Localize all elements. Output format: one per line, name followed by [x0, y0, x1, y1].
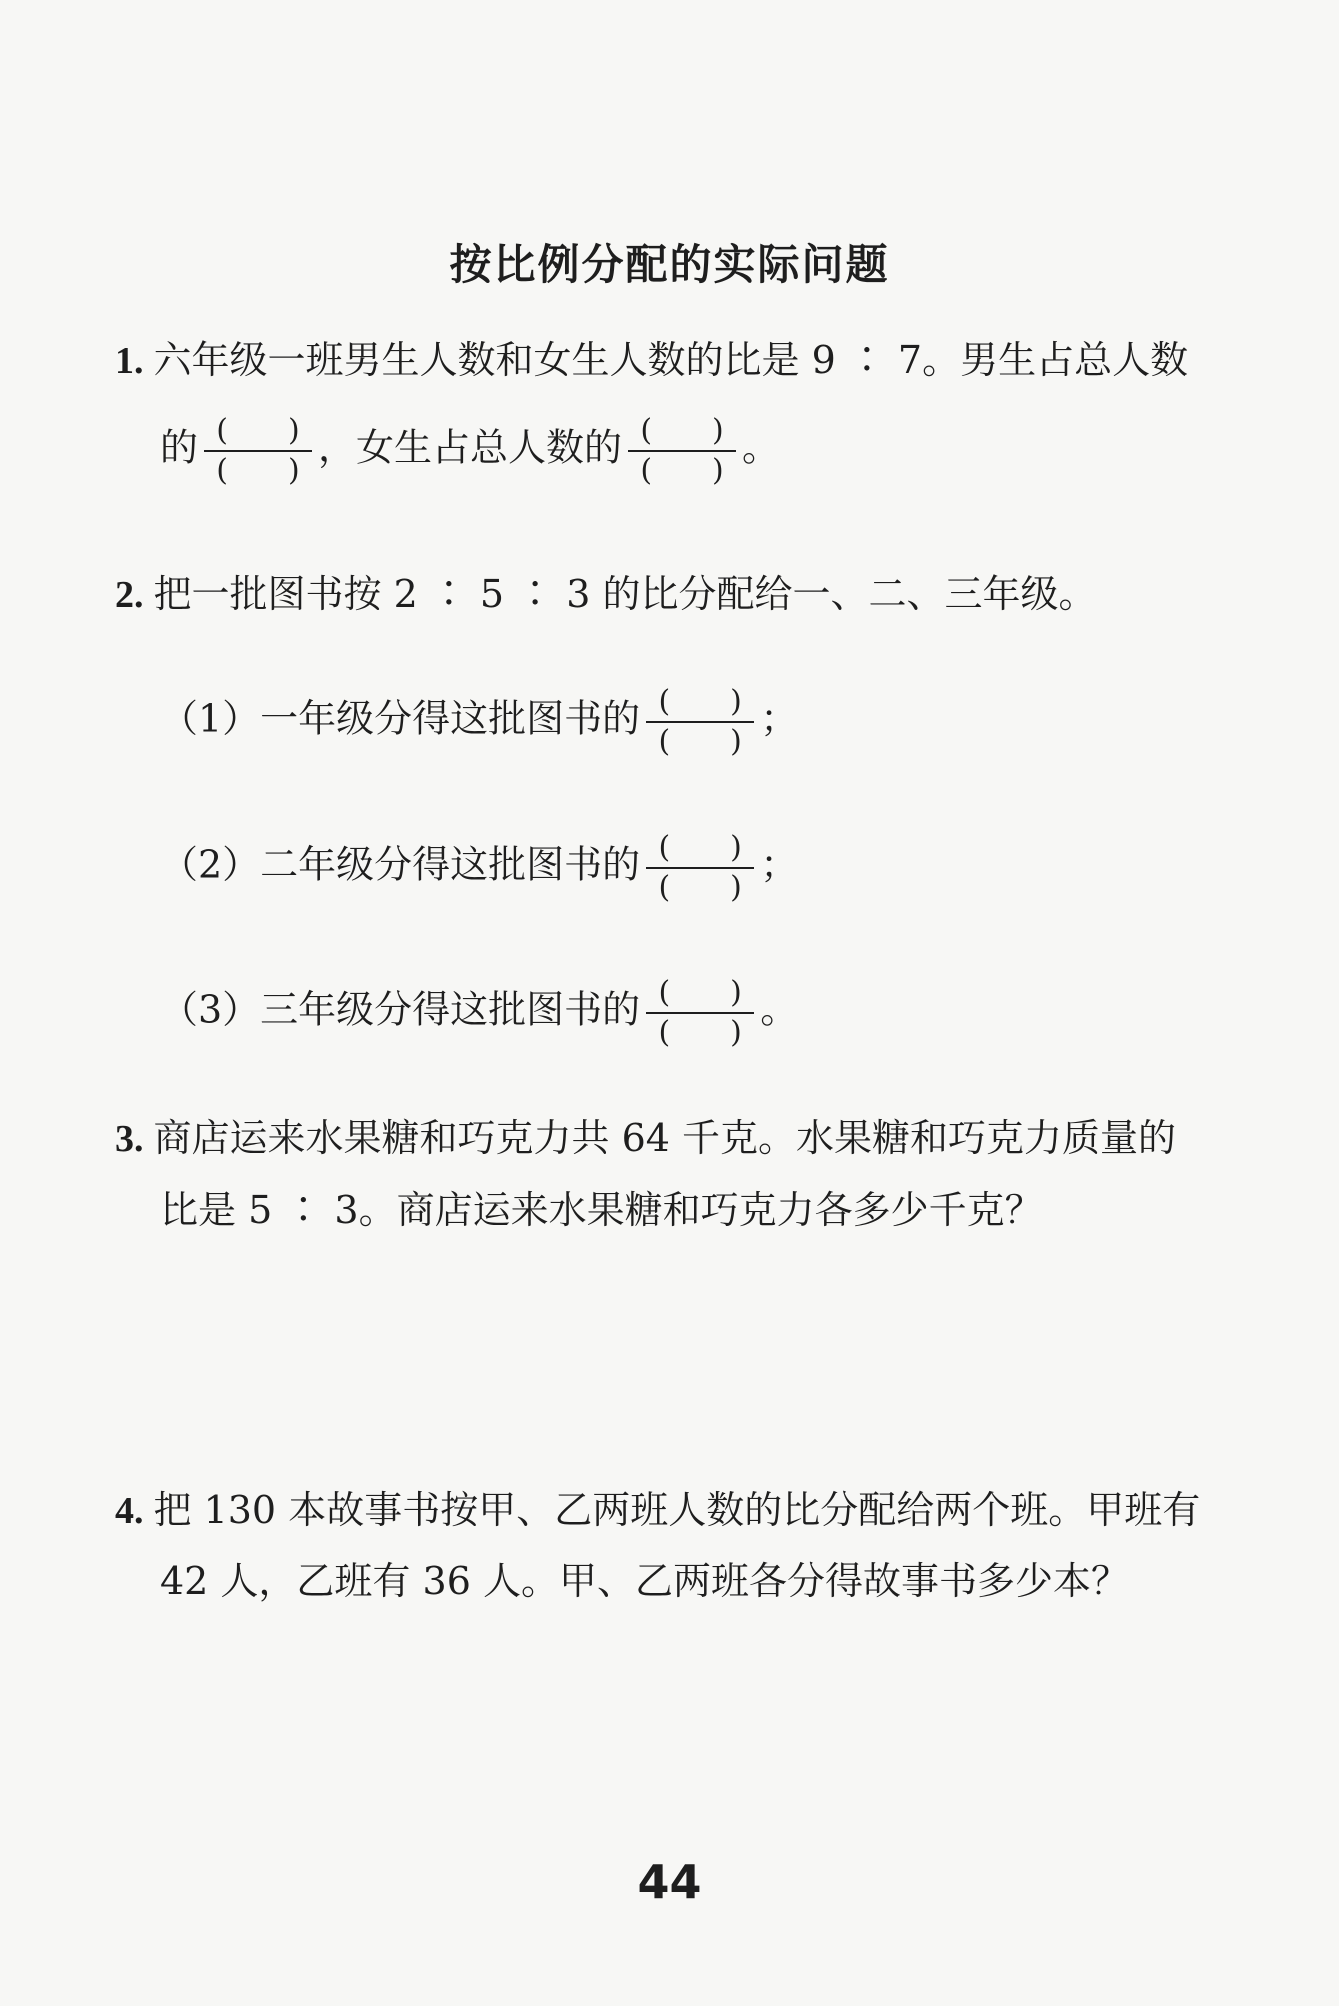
denominator-blank[interactable]: ( ) — [216, 453, 300, 488]
item-end: 。 — [760, 987, 799, 1032]
question-2-item-1 — [160, 686, 798, 758]
question-1-text-part: 。 — [742, 425, 781, 470]
item-label: （1）一年级分得这批图书的 — [160, 696, 641, 741]
question-4-line-2 — [160, 1555, 1129, 1607]
item-label: （3）三年级分得这批图书的 — [160, 987, 641, 1032]
fraction-bar — [646, 721, 754, 723]
fraction-bar — [646, 867, 754, 869]
question-2-text: 把一批图书按 2 ∶ 5 ∶ 3 的比分配给一、二、三年级。 — [153, 572, 1097, 616]
fraction-bar — [628, 450, 736, 452]
numerator-blank[interactable]: ( ) — [640, 413, 724, 448]
question-3-line-1 — [115, 1112, 1176, 1165]
fraction-blank-grade-1[interactable] — [642, 686, 758, 758]
page-title: 按比例分配的实际问题 — [449, 240, 890, 289]
page-number: 44 — [637, 1855, 702, 1909]
denominator-blank[interactable]: ( ) — [658, 724, 742, 759]
fraction-blank-boys[interactable] — [200, 415, 316, 487]
question-4-number: 4. — [115, 1490, 144, 1532]
question-2-number: 2. — [115, 574, 144, 616]
fraction-bar — [204, 450, 312, 452]
question-2-item-3 — [160, 977, 798, 1049]
question-4-text-cont: 42 人，乙班有 36 人。甲、乙两班各分得故事书多少本？ — [160, 1559, 1129, 1603]
fraction-blank-girls[interactable] — [624, 415, 740, 487]
question-1-text: 六年级一班男生人数和女生人数的比是 9 ∶ 7。男生占总人数 — [153, 338, 1189, 382]
question-2-item-2 — [160, 832, 798, 904]
fraction-bar — [646, 1012, 754, 1014]
numerator-blank[interactable]: ( ) — [216, 413, 300, 448]
numerator-blank[interactable]: ( ) — [658, 684, 742, 719]
question-1-number: 1. — [115, 340, 144, 382]
question-3-line-2 — [160, 1184, 1043, 1236]
fraction-blank-grade-3[interactable] — [642, 977, 758, 1049]
question-3-text-cont: 比是 5 ∶ 3。商店运来水果糖和巧克力各多少千克？ — [160, 1188, 1043, 1232]
numerator-blank[interactable]: ( ) — [658, 830, 742, 865]
question-1-text-part: 的 — [160, 425, 199, 470]
denominator-blank[interactable]: ( ) — [658, 870, 742, 905]
question-3-text: 商店运来水果糖和巧克力共 64 千克。水果糖和巧克力质量的 — [153, 1116, 1177, 1160]
numerator-blank[interactable]: ( ) — [658, 975, 742, 1010]
item-end: ； — [760, 842, 799, 887]
question-1-line-2 — [160, 415, 780, 487]
question-2-line-1 — [115, 568, 1097, 621]
question-1-text-part: ，女生占总人数的 — [318, 425, 623, 470]
denominator-blank[interactable]: ( ) — [658, 1015, 742, 1050]
question-3-number: 3. — [115, 1118, 144, 1160]
question-4-line-1 — [115, 1484, 1200, 1537]
item-end: ； — [760, 696, 799, 741]
question-4-text: 把 130 本故事书按甲、乙两班人数的比分配给两个班。甲班有 — [153, 1488, 1201, 1532]
fraction-blank-grade-2[interactable] — [642, 832, 758, 904]
denominator-blank[interactable]: ( ) — [640, 453, 724, 488]
question-1-line-1 — [115, 334, 1188, 387]
item-label: （2）二年级分得这批图书的 — [160, 842, 641, 887]
